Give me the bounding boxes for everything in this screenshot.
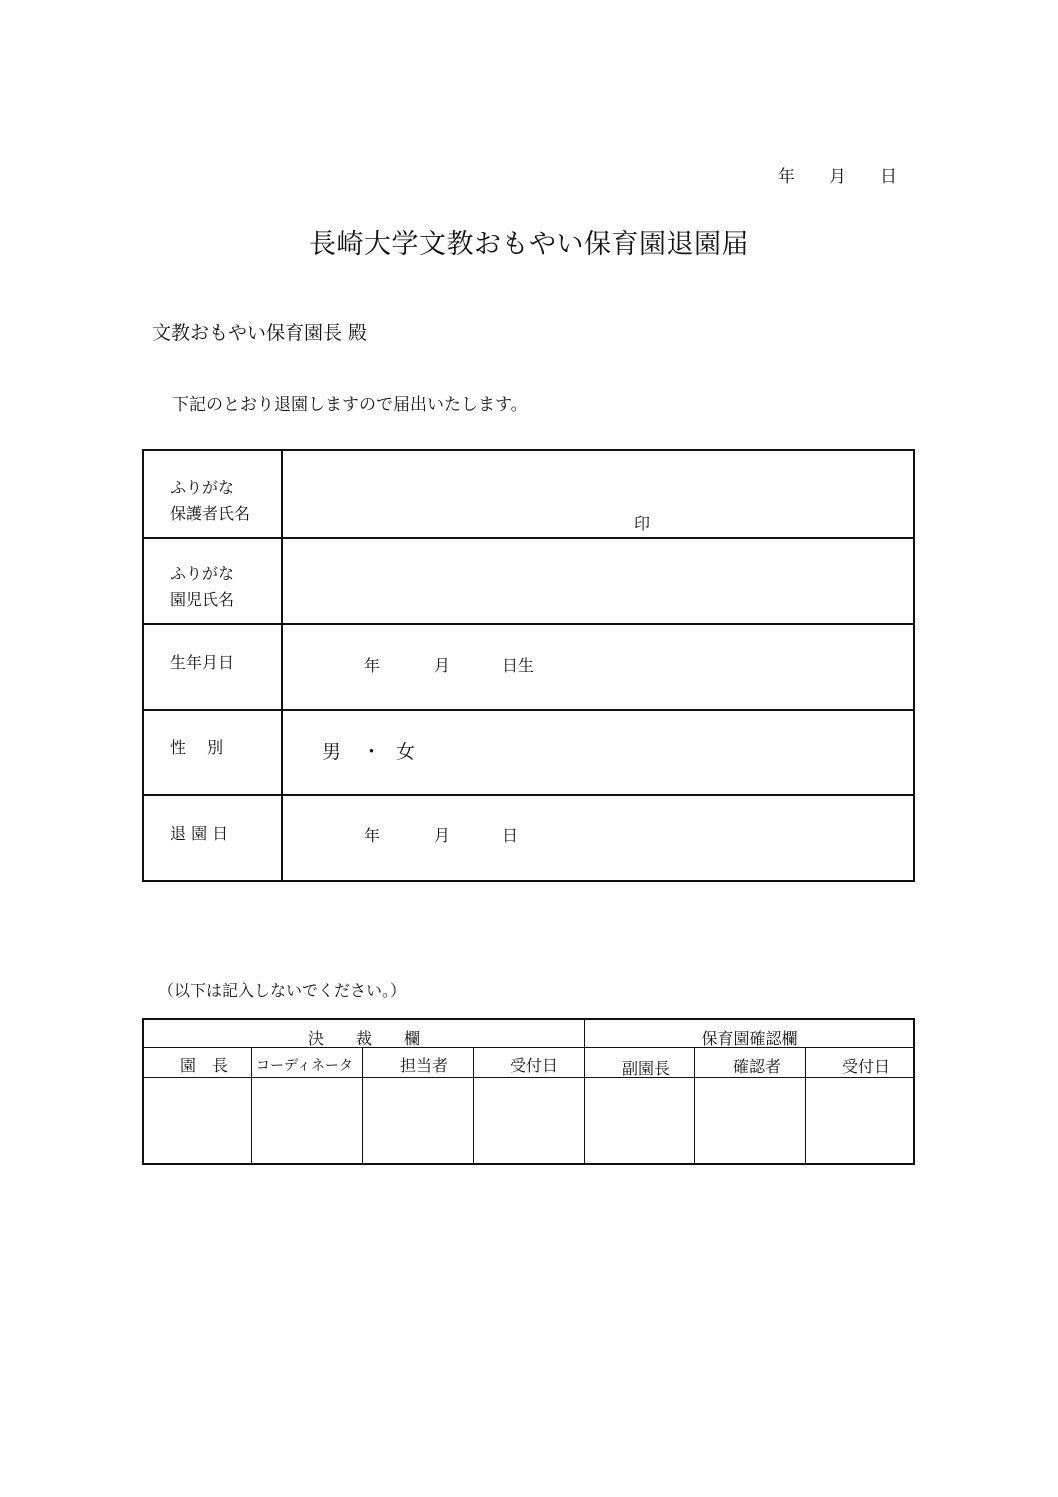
gender-separator: ・ [362,741,382,763]
child-name-label [170,561,234,613]
guardian-name-field[interactable] [283,451,915,535]
seal-mark: 印 [634,514,651,533]
stamp-cell-vice-director[interactable] [585,1078,694,1165]
child-furigana-label: ふりがな [170,564,235,583]
col-reception-date: 受付日 [510,1056,559,1075]
col-confirm-reception-date: 受付日 [842,1057,891,1076]
guardian-label: 保護者氏名 [170,504,251,523]
stamp-cell-confirmer[interactable] [695,1078,805,1165]
date-year: 年 [778,167,795,187]
confirm-header: 保育園確認欄 [701,1029,798,1048]
withdrawal-form [142,449,915,882]
date-header [778,162,897,187]
col-staff: 担当者 [400,1056,449,1075]
guardian-name-label [170,475,250,527]
col-confirmer: 確認者 [733,1057,782,1076]
intro-text: 下記のとおり退園しますので届出いたします。 [172,395,528,415]
stamp-cell-reception-date[interactable] [474,1078,584,1165]
withdrawal-date-label: 退 園 日 [170,824,229,843]
birth-day-unit: 日生 [502,656,535,675]
stamp-cell-confirm-reception-date[interactable] [806,1078,915,1165]
child-label: 園児氏名 [170,590,235,609]
decision-header: 決 裁 欄 [307,1029,420,1048]
birth-month-unit: 月 [434,656,451,675]
child-name-field[interactable] [283,539,915,623]
withdrawal-year-unit: 年 [364,826,381,845]
gender-female-option[interactable]: 女 [396,741,416,763]
col-vice-director: 副園長 [622,1059,671,1078]
addressee: 文教おもやい保育園長 殿 [152,322,368,344]
date-month: 月 [829,167,846,187]
gender-male-option[interactable]: 男 [322,741,342,763]
date-day: 日 [880,167,897,187]
stamp-cell-director[interactable] [144,1078,251,1165]
stamp-cell-coordinator[interactable] [252,1078,362,1165]
withdrawal-month-unit: 月 [434,826,451,845]
col-coordinator: コーディネータ [256,1058,353,1074]
document-title: 長崎大学文教おもやい保育園退園届 [309,229,749,260]
gender-label: 性 別 [170,738,224,757]
col-director: 園 長 [180,1056,229,1075]
birth-year-unit: 年 [364,656,381,675]
withdrawal-day-unit: 日 [502,826,519,845]
approval-table [142,1018,915,1165]
guardian-furigana-label: ふりがな [170,478,235,497]
office-use-note: （以下は記入しないでください。） [158,981,407,1000]
birthdate-label: 生年月日 [170,653,235,672]
stamp-cell-staff[interactable] [363,1078,473,1165]
